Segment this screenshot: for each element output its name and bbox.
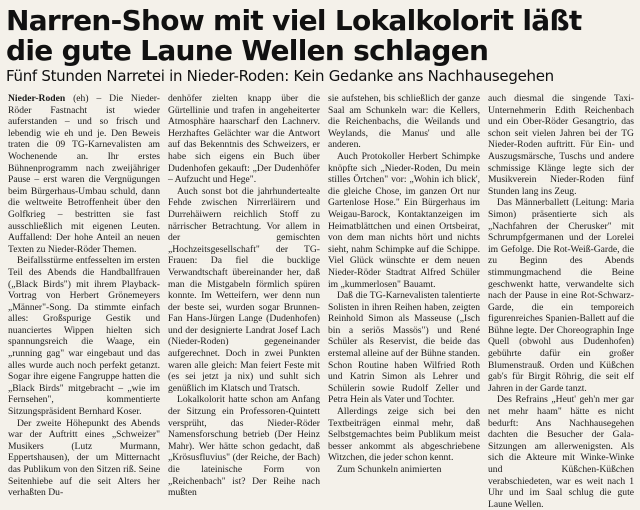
paragraph-text: (eh) – Die Nieder-Röder Fastnacht ist wieder auferstanden – und so frisch und lebendig wie eh und je. Den Beweis traten die 09 TG-Karnevalisten am Wochenende an. Ihr erstes Bühnenprogramm nach zweijähriger Pause – erst waren die Vergnügungen beim Bürgerhaus-Umbau schuld, dann die weltweite Betroffenheit über den Golfkrieg – bestritten sie fast ausschließlich mit eigenen Leuten. Auffallend: Der hohe Anteil an neuen Texten zu Nieder-Röder Themen. [8, 93, 160, 255]
paragraph: denhöfer zielten knapp über die Gürtellinie und trafen in angeheiterter Atmosphäre haarscharf den Lachnerv. Herzhaftes Gelächter war die Antwort auf das Bekenntnis des Schweizers, er habe sich eigens ein Buch über Dudenhofen gekauft: „Der Dudenhöfer – Aufzucht und Hege". [168, 93, 320, 186]
paragraph: auch diesmal die singende Taxi-Unternehmerin Edith Reichenbach und ein Ober-Röder Gesangtrio, das schon seit vielen Jahren bei der TG Nieder-Roden auftritt. Für Ein- und Auszugsmärsche, Tuschs und andere schmissige Klänge legte sich der Musikverein Nieder-Roden fünf Stunden lang ins Zeug. [488, 93, 634, 197]
article-subheadline: Fünf Stunden Narretei in Nieder-Roden: Kein Gedanke ans Nachhausegehen [6, 67, 554, 85]
paragraph: Beifallsstürme entfesselten im ersten Teil des Abends die Handballfrauen („Black Birds") mit ihrem Playback-Vortrag von Herbert Grönemeyers „Männer"-Song. Da stimmte einfach alles: Großspurige Gestik und nuanciertes Wippen hielten sich spannungsreich die Waage, ein „running gag" war eingebaut und das alles wurde auch noch perfekt getanzt. Sogar ihre eigene Fangruppe hatten die „Black Birds" mitgebracht – „wie im Fernsehen", kommentierte Sitzungspräsident Bernhard Koser. [8, 255, 160, 418]
paragraph: Lokalkolorit hatte schon am Anfang der Sitzung ein Professoren-Quintett versprüht, das Nieder-Röder Namensforschung betrieb (Der Heinz Mahr). Wer hätte schon gedacht, daß „Krösusfluvius" (der Reiche, der Bach) die lateinische Form von „Reichenbach" ist? Der Reihe nach mußten [168, 394, 320, 499]
paragraph: Daß die TG-Karnevalisten talentierte Solisten in ihren Reihen haben, zeigten Reinhold Simon als Masseuse („Isch bin a seriös Massös") und René Schüler als Reservist, die beide das erstemal alleine auf der Bühne standen. Schon Routine haben Wilfried Roth und Katrin Simon als Lehrer und Schülerin sowie Rudolf Zeller und Petra Hein als Vater und Tochter. [328, 290, 480, 406]
article-column-2 [168, 93, 320, 499]
paragraph [8, 93, 160, 255]
paragraph: Zum Schunkeln animierten [337, 464, 442, 475]
paragraph: Auch sonst bot die jahrhundertealte Fehde zwischen Nirrerläirern und Durrehäiwern reichlich Stoff zu närrischer Betrachtung. Vor allem in der gemischten „Hochzeitsgesellschaft" der TG-Frauen: Da fiel die bucklige Verwandtschaft übereinander her, daß man die Mistgabeln förmlich spüren konnte. Im Wetteifern, wer denn nun der beste sei, wurden sogar Brunnen-Fan Hans-Jürgen Lange (Dudenhofen) und der designierte Landrat Josef Lach (Nieder-Roden) gegeneinander aufgerechnet. Doch in zwei Punkten waren alle gleich: Man feiert Feste mit (es sei jetzt ja nix) und suhlt sich genüßlich im Klatsch und Tratsch. [168, 185, 320, 394]
paragraph: Das Männerballett (Leitung: Maria Simon) präsentierte sich als „Nachfahren der Cherusker" mit Schrumpfgermanen und der Lorelei im Gefolge. Die Rot-Weiß-Garde, die zu Beginn des Abends stimmungmachend die Beine geschwenkt hatte, verwandelte sich nach der Pause in eine Rot-Schwarz-Garde, die ein temporeich figurenreiches Spanien-Ballett auf die Bühne legte. Der Choreographin Inge Quell (obwohl aus Dudenhofen) gebührte dafür ein großer Blumenstrauß. Orden und Küßchen gab's für Birgit Röhrig, die seit elf Jahren in der Garde tanzt. [488, 197, 634, 394]
paragraph: Der zweite Höhepunkt des Abends war der Auftritt eines „Schweizer" Musikers (Lutz Murmann, Eppertshausen), der um Mitternacht das Publikum von den Sitzen riß. Seine Seitenhiebe auf die seit Alters her verhaßten Du- [8, 417, 160, 499]
article-column-3 [328, 93, 480, 480]
article-column-1 [8, 93, 160, 499]
paragraph: Allerdings zeige sich bei den Textbeiträgen einmal mehr, daß Selbstgemachtes beim Publikum meist besser ankommt als abgeschriebene Witzchen, die jeder schon kennt. [328, 406, 480, 464]
paragraph: Auch Protokoller Herbert Schimpke knöpfte sich „Nieder-Roden, Du mein stilles Örtchen" vor: „Wohin ich blick', die gleiche Chose, im ganzen Ort nur Gartenlose Hose." Ein Bürgerhaus im Weigau-Barock, Kontaktanzeigen im Heimatblättchen und einen Ortsbeirat, von dem man nichts hört und nichts sieht, nahm Schimpke auf die Schippe. Viel Glück wünschte er dem neuen Nieder-Röder Stadtrat Alfred Schüler im „kummerlosen" Bauamt. [328, 150, 480, 290]
dateline: Nieder-Roden [8, 93, 66, 104]
paragraph: Des Refrains „Heut' geh'n mer gar net mehr haam" hätte es nicht bedurft: Ans Nachhausegehen dachten die Besucher der Gala-Sitzungen am allerwenigsten. Als sich die Akteure mit Winke-Winke und Küßchen-Küßchen verabschiedeten, war es weit nach 1 Uhr und im Saal schlug die gute Laune Wellen. [488, 394, 634, 510]
article-headline: Narren-Show mit viel Lokalkolorit läßt die gute Laune Wellen schlagen [6, 4, 582, 67]
article-column-4 [488, 93, 634, 510]
paragraph: sie aufstehen, bis schließlich der ganze Saal am Schunkeln war: die Kellers, die Reichenbachs, die Weilands und Weylands, die Manus' und alle anderen. [328, 93, 480, 151]
